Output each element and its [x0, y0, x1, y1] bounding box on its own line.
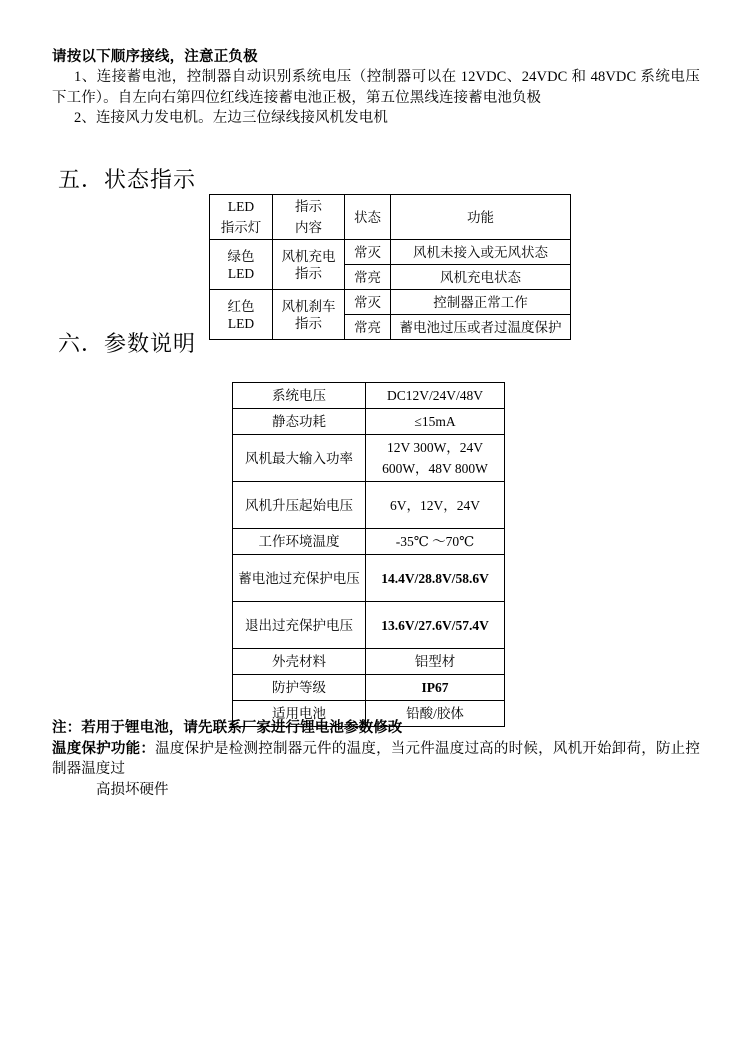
param-value: IP67	[366, 675, 505, 701]
note-temperature-lead: 温度保护功能：	[52, 740, 156, 757]
param-value: 14.4V/28.8V/58.6V	[366, 555, 505, 602]
table-row	[233, 529, 505, 555]
led-state-green-off: 常灭	[345, 240, 391, 265]
led-state-red-on: 常亮	[345, 315, 391, 340]
param-value: 12V 300W，24V 600W，48V 800W	[366, 435, 505, 482]
led-red-line2: LED	[227, 315, 255, 331]
table-row	[233, 482, 505, 529]
led-green-line1: 绿色	[227, 248, 255, 264]
led-cell-red-content	[273, 290, 345, 340]
param-label: 静态功耗	[233, 409, 366, 435]
led-function-green-on: 风机充电状态	[391, 265, 571, 290]
param-label: 风机最大输入功率	[233, 435, 366, 482]
param-label: 工作环境温度	[233, 529, 366, 555]
led-header-col4: 功能	[391, 195, 571, 240]
led-green-content-line1: 风机充电	[281, 248, 336, 264]
table-row	[233, 383, 505, 409]
led-header-col2-line1: 指示	[295, 199, 322, 214]
table-row	[233, 435, 505, 482]
param-label: 风机升压起始电压	[233, 482, 366, 529]
param-value: ≤15mA	[366, 409, 505, 435]
section-heading-five: 五．状态指示	[58, 167, 197, 192]
param-value: 铝型材	[366, 649, 505, 675]
parameter-table	[232, 382, 505, 727]
intro-block	[52, 47, 700, 129]
section-heading-six: 六．参数说明	[58, 331, 197, 356]
led-function-red-off: 控制器正常工作	[391, 290, 571, 315]
param-label: 系统电压	[233, 383, 366, 409]
led-cell-red-label	[210, 290, 273, 340]
led-cell-green-content	[273, 240, 345, 290]
param-value: 铅酸/胶体	[366, 701, 505, 727]
note-temperature-protection	[52, 739, 700, 780]
led-state-red-off: 常灭	[345, 290, 391, 315]
note-lithium: 注：若用于锂电池，请先联系厂家进行锂电池参数修改	[52, 720, 403, 736]
led-header-col3: 状态	[345, 195, 391, 240]
led-header-col1	[210, 195, 273, 240]
led-state-green-on: 常亮	[345, 265, 391, 290]
led-status-table	[209, 194, 571, 340]
param-value: 6V，12V，24V	[366, 482, 505, 529]
led-green-line2: LED	[227, 265, 255, 281]
param-label: 防护等级	[233, 675, 366, 701]
intro-item-2: 2、连接风力发电机。左边三位绿线接风机发电机	[74, 110, 388, 126]
note-temperature-body: 温度保护是检测控制器元件的温度，当元件温度过高的时候，风机开始卸荷，防止控制器温度过	[52, 740, 701, 777]
led-function-green-off: 风机未接入或无风状态	[391, 240, 571, 265]
param-value: -35℃ ～70℃	[366, 529, 505, 555]
table-row	[233, 555, 505, 602]
table-row	[233, 409, 505, 435]
param-label: 退出过充保护电压	[233, 602, 366, 649]
param-label: 适用电池	[233, 701, 366, 727]
param-label: 外壳材料	[233, 649, 366, 675]
param-label: 蓄电池过充保护电压	[233, 555, 366, 602]
led-red-content-line1: 风机刹车	[281, 298, 336, 314]
led-header-col2-line2: 内容	[295, 220, 322, 235]
notes-block	[52, 718, 700, 800]
led-function-red-on: 蓄电池过压或者过温度保护	[391, 315, 571, 340]
table-row	[210, 240, 571, 265]
led-header-col1-line1: LED	[227, 199, 255, 214]
table-row	[233, 649, 505, 675]
intro-title: 请按以下顺序接线，注意正负极	[52, 49, 258, 65]
led-header-col1-line2: 指示灯	[220, 220, 262, 235]
led-red-line1: 红色	[227, 298, 255, 314]
note-temperature-tail: 高损坏硬件	[96, 781, 169, 798]
led-red-content-line2: 指示	[295, 315, 322, 331]
table-row	[233, 675, 505, 701]
led-cell-green-label	[210, 240, 273, 290]
table-row	[210, 195, 571, 240]
param-value: DC12V/24V/48V	[366, 383, 505, 409]
table-row	[210, 290, 571, 315]
led-green-content-line2: 指示	[295, 265, 322, 281]
intro-item-1: 1、连接蓄电池，控制器自动识别系统电压（控制器可以在 12VDC、24VDC 和 48VDC 系统电压下工作）。自左向右第四位红线连接蓄电池正极，第五位黑线连接蓄电池负极	[52, 69, 700, 106]
led-header-col2	[273, 195, 345, 240]
param-value: 13.6V/27.6V/57.4V	[366, 602, 505, 649]
table-row	[233, 602, 505, 649]
